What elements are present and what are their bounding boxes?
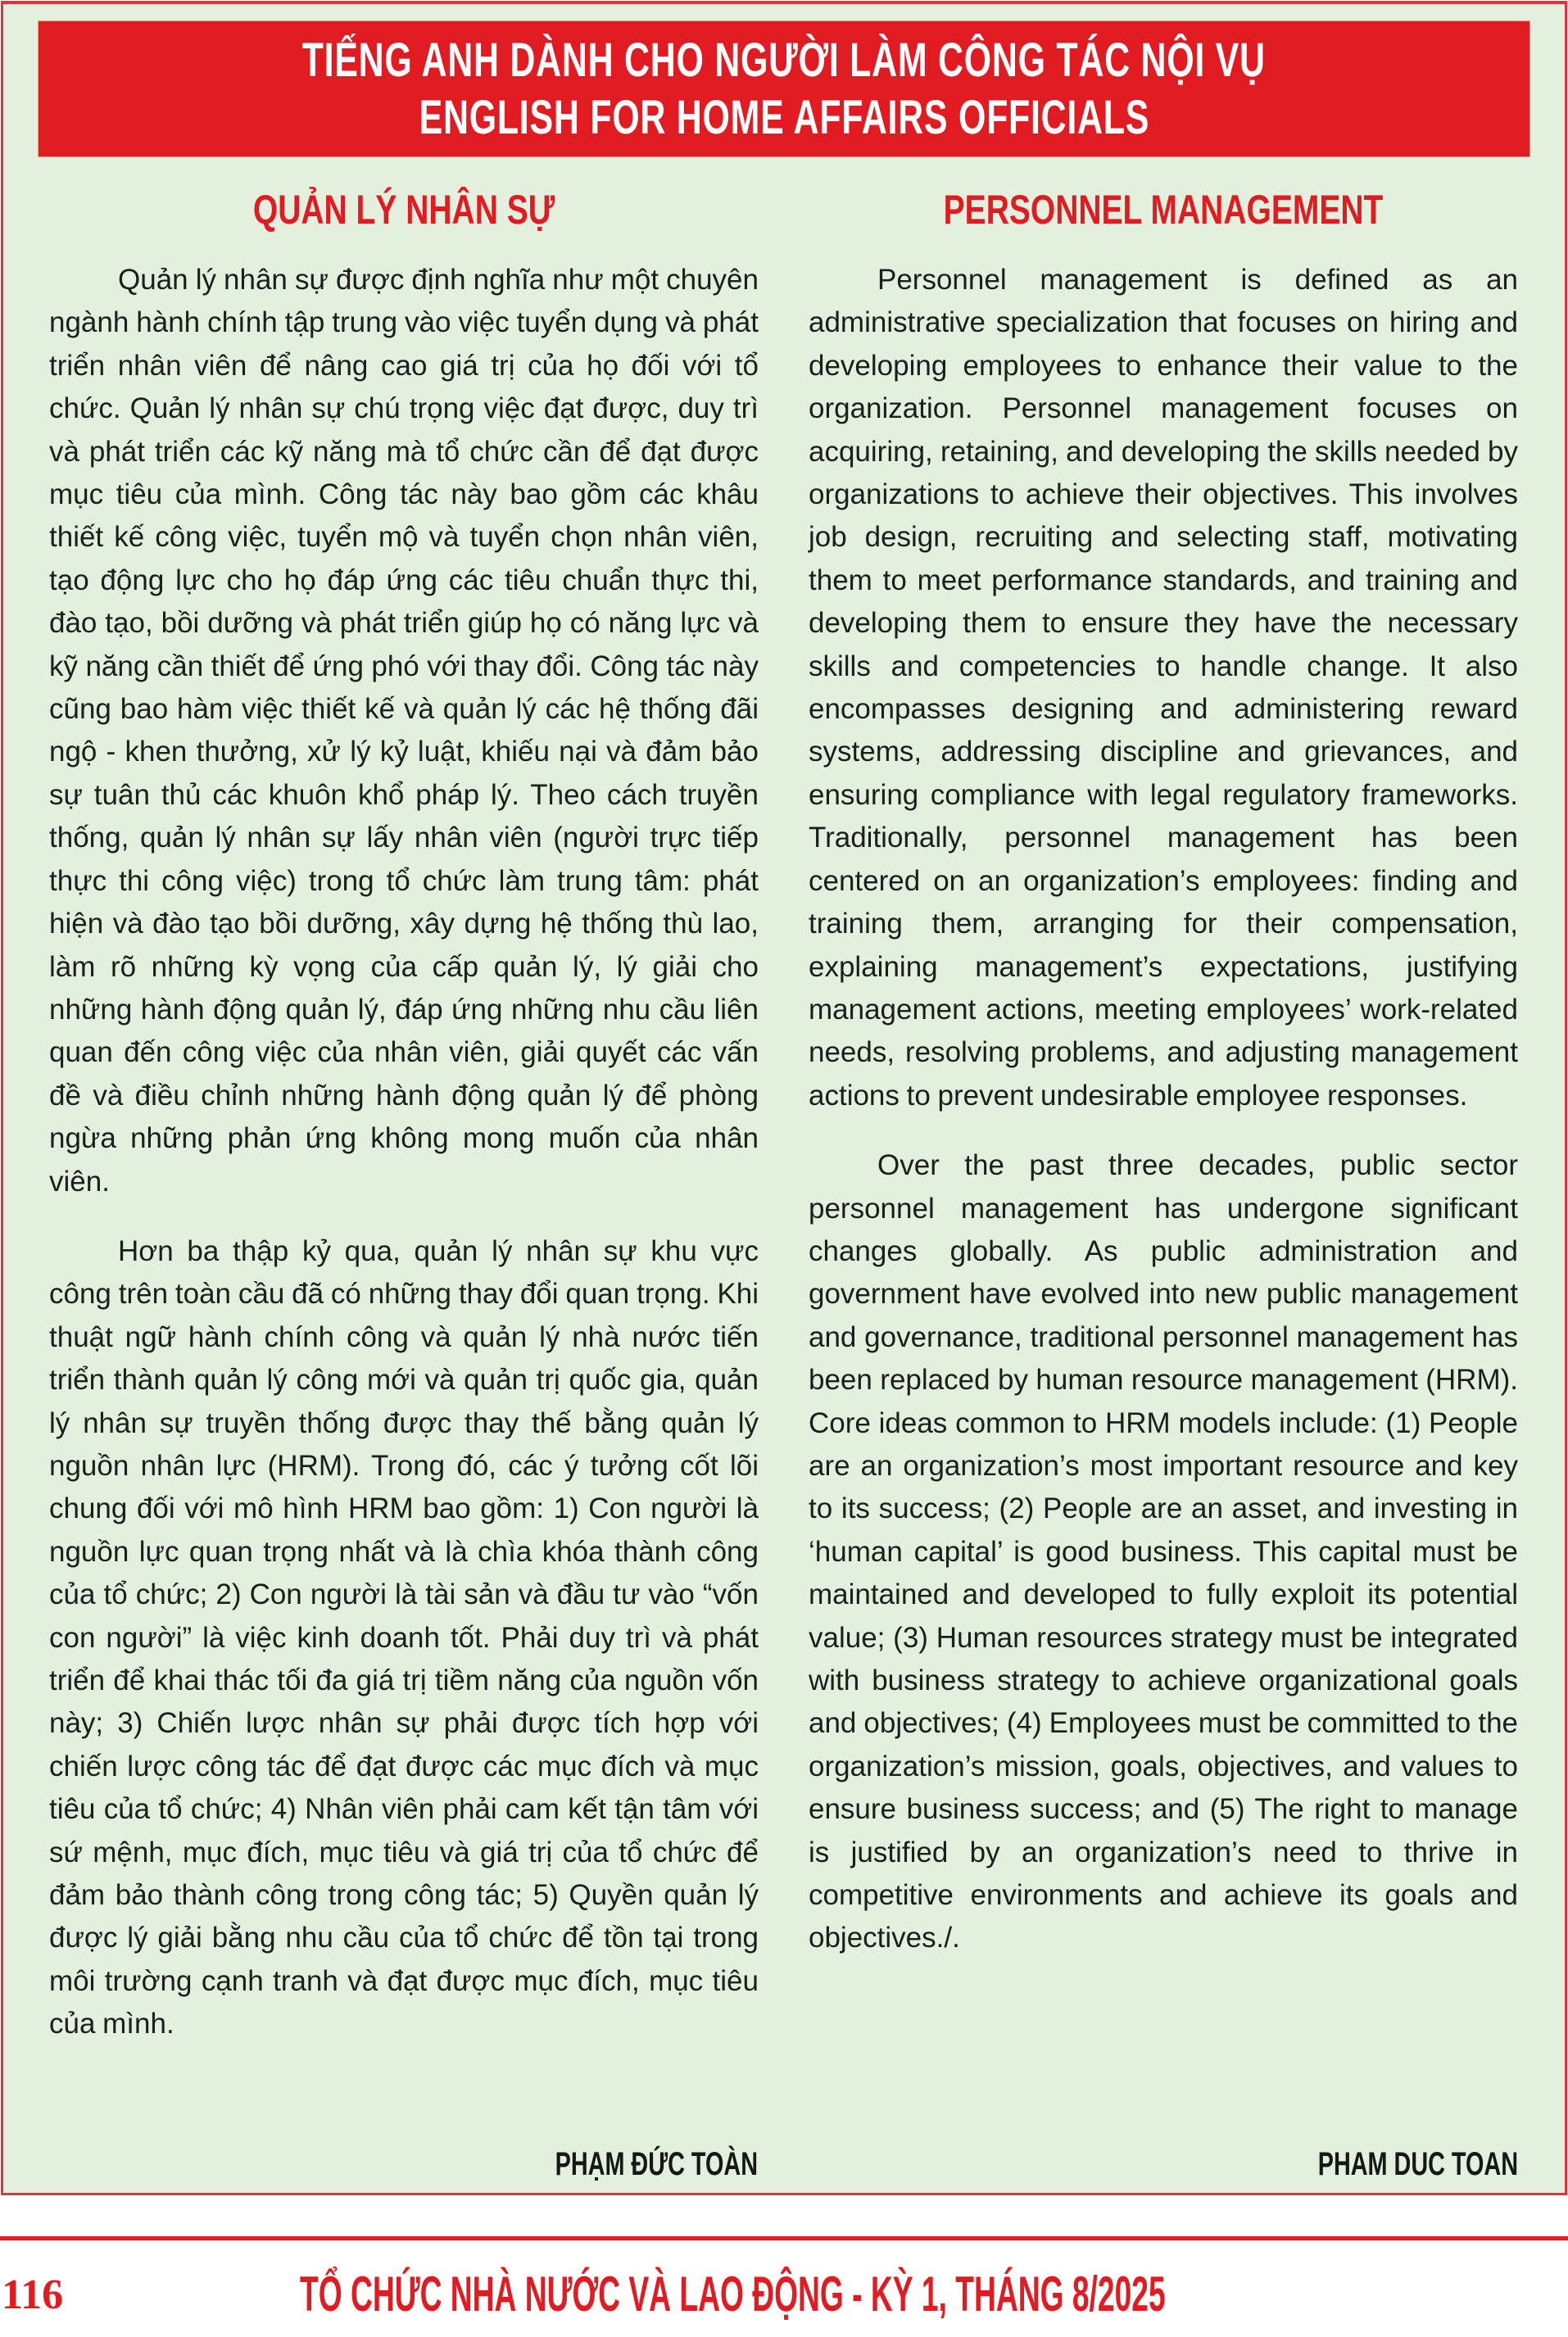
footer-divider — [0, 2236, 1568, 2240]
paragraph: Over the past three decades, public sector personnel management has undergone significant changes globally. As public administration and government have evolved into new public management and governance, traditional personnel management has been replaced by human resource management (HRM). Core ideas common to HRM models include: (1) People are an organization’s most important resource and key to its success; (2) People are an asset, and investing in ‘human capital’ is good business. This capital must be maintained and developed to fully exploit its potential value; (3) Human resources strategy must be integrated with business strategy to achieve organizational goals and objectives; (4) Employees must be committed to the organization’s mission, goals, objectives, and values to ensure business success; and (5) The right to manage is justified by an organization’s need to thrive in competitive environments and achieve its goals and objectives./. — [809, 1149, 1518, 1954]
banner-title-english: ENGLISH FOR HOME AFFAIRS OFFICIALS — [419, 90, 1149, 144]
publication-title: TỔ CHỨC NHÀ NƯỚC VÀ LAO ĐỘNG - KỲ 1, THÁNG 8/2025 — [300, 2267, 1166, 2321]
author-signature-english: PHAM DUC TOAN — [1317, 2146, 1518, 2182]
article-heading-english: PERSONNEL MANAGEMENT — [943, 187, 1384, 233]
paragraph: Personnel management is defined as an administrative specialization that focuses on hiring and developing employees to enhance their value to the organization. Personnel management focuses on acquiring, retaining, and developing the skills needed by organizations to achieve their objectives. This involves job design, recruiting and selecting staff, motivating them to meet performance standards, and training and developing them to ensure they have the necessary skills and competencies to handle change. It also encompasses designing and administering reward systems, addressing discipline and grievances, and ensuring compliance with legal regulatory frameworks. Traditionally, personnel management has been centered on an organization’s employees: finding and training them, arranging for their compensation, explaining management’s expectations, justifying management actions, meeting employees’ work-related needs, resolving problems, and adjusting management actions to prevent undesirable employee responses. — [809, 264, 1518, 1112]
paragraph: Quản lý nhân sự được định nghĩa như một chuyên ngành hành chính tập trung vào việc tuyển dụng và phát triển nhân viên để nâng cao giá trị của họ đối với tổ chức. Quản lý nhân sự chú trọng việc đạt được, duy trì và phát triển các kỹ năng mà tổ chức cần để đạt được mục tiêu của mình. Công tác này bao gồm các khâu thiết kế công việc, tuyển mộ và tuyển chọn nhân viên, tạo động lực cho họ đáp ứng các tiêu chuẩn thực thi, đào tạo, bồi dưỡng và phát triển giúp họ có năng lực và kỹ năng cần thiết để ứng phó với thay đổi. Công tác này cũng bao hàm việc thiết kế và quản lý các hệ thống đãi ngộ - khen thưởng, xử lý kỷ luật, khiếu nại và đảm bảo sự tuân thủ các khuôn khổ pháp lý. Theo cách truyền thống, quản lý nhân sự lấy nhân viên (người trực tiếp thực thi công việc) trong tổ chức làm trung tâm: phát hiện và đào tạo bồi dưỡng, xây dựng hệ thống thù lao, làm rõ những kỳ vọng của cấp quản lý, lý giải cho những hành động quản lý, đáp ứng những nhu cầu liên quan đến công việc của nhân viên, giải quyết các vấn đề và điều chỉnh những hành động quản lý để phòng ngừa những phản ứng không mong muốn của nhân viên. — [49, 264, 759, 1198]
paragraph: Hơn ba thập kỷ qua, quản lý nhân sự khu vực công trên toàn cầu đã có những thay đổi quan trọng. Khi thuật ngữ hành chính công và quản lý nhà nước tiến triển thành quản lý công mới và quản trị quốc gia, quản lý nhân sự truyền thống được thay thế bằng quản lý nguồn nhân lực (HRM). Trong đó, các ý tưởng cốt lõi chung đối với mô hình HRM bao gồm: 1) Con người là nguồn lực quan trọng nhất và là chìa khóa thành công của tổ chức; 2) Con người là tài sản và đầu tư vào “vốn con người” là việc kinh doanh tốt. Phải duy trì và phát triển để khai thác tối đa giá trị tiềm năng của nguồn vốn này; 3) Chiến lược nhân sự phải được tích hợp với chiến lược công tác để đạt được các mục đích và mục tiêu của tổ chức; 4) Nhân viên phải cam kết tận tâm với sứ mệnh, mục đích, mục tiêu và giá trị của tổ chức để đảm bảo thành công trong công tác; 5) Quyền quản lý được lý giải bằng nhu cầu của tổ chức để tồn tại trong môi trường cạnh tranh và đạt được mục đích, mục tiêu của mình. — [49, 1234, 759, 2040]
article-heading-vietnamese: QUẢN LÝ NHÂN SỰ — [252, 187, 555, 233]
author-signature-vietnamese: PHẠM ĐỨC TOÀN — [555, 2146, 758, 2182]
section-banner — [39, 21, 1529, 156]
page-number: 116 — [2, 2271, 64, 2318]
banner-title-vietnamese: TIẾNG ANH DÀNH CHO NGƯỜI LÀM CÔNG TÁC NỘI VỤ — [301, 33, 1267, 87]
article-column-english — [809, 259, 1518, 1987]
article-column-vietnamese — [49, 259, 759, 2073]
